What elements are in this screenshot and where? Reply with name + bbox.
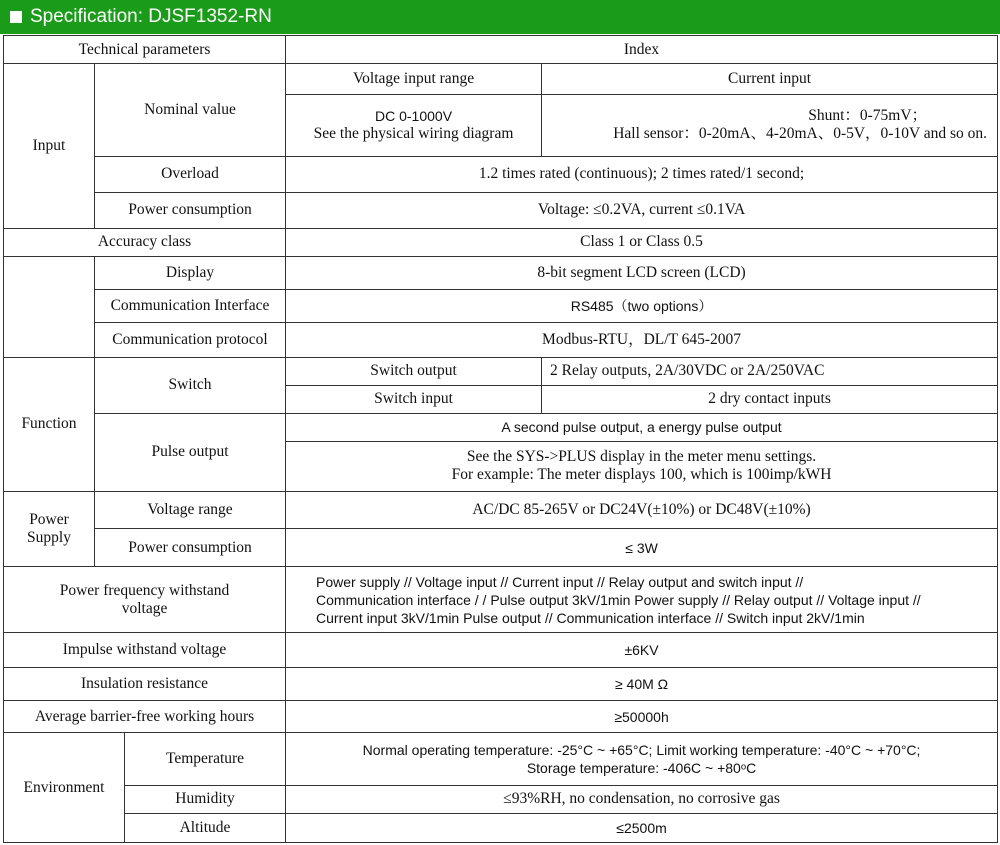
withstand-label-line: Power frequency withstand xyxy=(59,581,230,599)
table-header-row xyxy=(4,36,998,64)
table-row xyxy=(4,156,998,192)
display-label: Display xyxy=(95,257,286,290)
pulse-output-label: Pulse output xyxy=(95,413,286,491)
comm-interface-label: Communication Interface xyxy=(95,290,286,323)
input-power-consumption-value: Voltage: ≤0.2VA, current ≤0.1VA xyxy=(286,192,998,228)
table-row xyxy=(4,257,998,290)
voltage-input-range-header: Voltage input range xyxy=(286,64,542,95)
temperature-value xyxy=(286,733,998,785)
table-row xyxy=(4,323,998,357)
temperature-value-line: Normal operating temperature: -25°C ~ +65°C; Limit working temperature: -40°C ~ +70°C; xyxy=(362,741,921,758)
switch-output-value: 2 Relay outputs, 2A/30VDC or 2A/250VAC xyxy=(542,357,998,385)
current-input-header: Current input xyxy=(542,64,998,95)
table-row xyxy=(4,785,998,813)
pulse-value-line: See the SYS->PLUS display in the meter menu settings. xyxy=(466,448,817,466)
supply-power-consumption-value: ≤ 3W xyxy=(286,529,998,567)
insulation-label: Insulation resistance xyxy=(4,667,286,700)
withstand-label-line: voltage xyxy=(121,599,168,617)
group-display-blank xyxy=(4,257,95,357)
accuracy-label: Accuracy class xyxy=(4,228,286,256)
withstand-label xyxy=(4,567,286,632)
switch-label: Switch xyxy=(95,357,286,413)
withstand-value xyxy=(286,567,998,632)
humidity-label: Humidity xyxy=(125,785,286,813)
temperature-label: Temperature xyxy=(125,733,286,785)
table-row xyxy=(4,290,998,323)
table-row xyxy=(4,529,998,567)
table-row xyxy=(4,413,998,441)
group-power-supply xyxy=(4,492,95,567)
table-row xyxy=(4,632,998,667)
mtbf-label: Average barrier-free working hours xyxy=(4,701,286,733)
table-row xyxy=(4,701,998,733)
current-input-value xyxy=(542,95,998,156)
input-power-consumption-label: Power consumption xyxy=(95,192,286,228)
table-row xyxy=(4,813,998,842)
group-environment: Environment xyxy=(4,733,125,843)
current-value-line: Hall sensor：0-20mA、4-20mA、0-5V，0-10V and so on. xyxy=(613,125,988,143)
square-bullet-icon xyxy=(10,11,22,23)
current-value-line: Shunt：0-75mV； xyxy=(808,107,928,125)
pulse-output-value-2 xyxy=(286,441,998,491)
group-power-line: Power xyxy=(29,511,69,529)
comm-protocol-value: Modbus-RTU，DL/T 645-2007 xyxy=(286,323,998,357)
altitude-label: Altitude xyxy=(125,813,286,842)
withstand-value-line: Current input 3kV/1min Pulse output // Communication interface // Switch input 2kV/1min xyxy=(316,609,865,626)
table-row xyxy=(4,64,998,95)
comm-interface-value: RS485（two options） xyxy=(286,290,998,323)
specification-table xyxy=(3,35,998,843)
switch-output-label: Switch output xyxy=(286,357,542,385)
table-row xyxy=(4,492,998,529)
display-value: 8-bit segment LCD screen (LCD) xyxy=(286,257,998,290)
table-row xyxy=(4,357,998,385)
comm-protocol-label: Communication protocol xyxy=(95,323,286,357)
voltage-value-line: See the physical wiring diagram xyxy=(313,125,514,143)
table-row xyxy=(4,567,998,632)
voltage-input-value xyxy=(286,95,542,156)
group-function: Function xyxy=(4,357,95,492)
switch-input-label: Switch input xyxy=(286,385,542,413)
voltage-value-line: DC 0-1000V xyxy=(375,108,453,125)
group-input: Input xyxy=(4,64,95,229)
nominal-value-label: Nominal value xyxy=(95,64,286,156)
altitude-value: ≤2500m xyxy=(286,813,998,842)
withstand-value-line: Communication interface / / Pulse output 3kV/1min Power supply // Relay output // Voltage input // xyxy=(316,591,921,608)
col-header-parameters: Technical parameters xyxy=(4,36,286,64)
accuracy-value: Class 1 or Class 0.5 xyxy=(286,228,998,256)
table-row xyxy=(4,733,998,785)
pulse-output-value-1: A second pulse output, a energy pulse output xyxy=(286,413,998,441)
overload-label: Overload xyxy=(95,156,286,192)
impulse-value: ±6KV xyxy=(286,632,998,667)
spec-title: Specification: DJSF1352-RN xyxy=(30,6,272,27)
humidity-value: ≤93%RH, no condensation, no corrosive gas xyxy=(286,785,998,813)
pulse-value-line: For example: The meter displays 100, which is 100imp/kWH xyxy=(451,466,832,484)
group-power-line: Supply xyxy=(27,529,71,547)
switch-input-value: 2 dry contact inputs xyxy=(542,385,998,413)
overload-value: 1.2 times rated (continuous); 2 times rated/1 second; xyxy=(286,156,998,192)
voltage-range-value: AC/DC 85-265V or DC24V(±10%) or DC48V(±10%) xyxy=(286,492,998,529)
table-row xyxy=(4,667,998,700)
col-header-index: Index xyxy=(286,36,998,64)
table-row xyxy=(4,192,998,228)
supply-power-consumption-label: Power consumption xyxy=(95,529,286,567)
impulse-label: Impulse withstand voltage xyxy=(4,632,286,667)
withstand-value-line: Power supply // Voltage input // Current input // Relay output and switch input // xyxy=(316,573,804,590)
table-row xyxy=(4,228,998,256)
mtbf-value: ≥50000h xyxy=(286,701,998,733)
spec-header-bar xyxy=(0,0,1000,34)
temperature-value-line: Storage temperature: -406C ~ +80ᵒC xyxy=(526,759,757,776)
insulation-value: ≥ 40M Ω xyxy=(286,667,998,700)
voltage-range-label: Voltage range xyxy=(95,492,286,529)
